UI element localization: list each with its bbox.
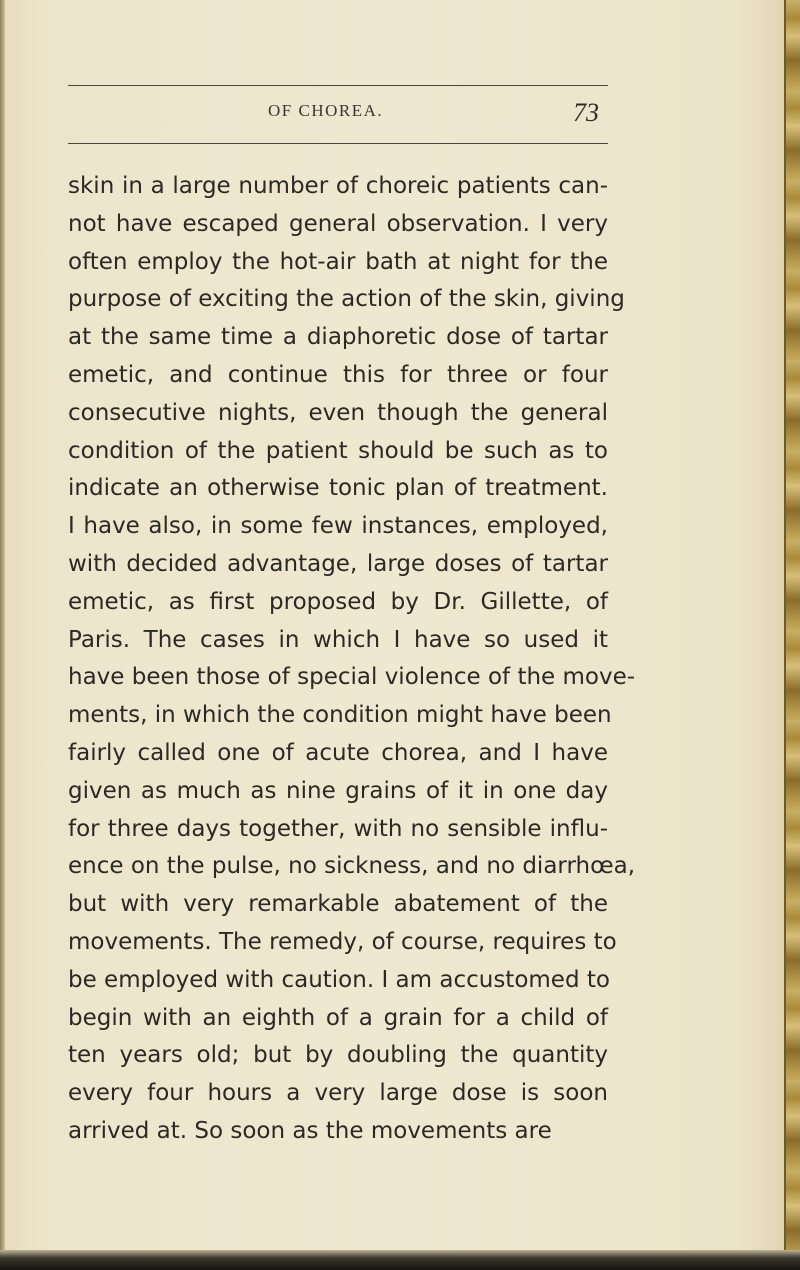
top-rule: [68, 85, 608, 86]
text-line: given as much as nine grains of it in one day: [68, 777, 608, 804]
text-line: often employ the hot-air bath at night for the: [68, 248, 608, 275]
text-line: ten years old; but by doubling the quantity: [68, 1042, 608, 1069]
text-line: every four hours a very large dose is soon: [68, 1080, 608, 1107]
body-text: [68, 168, 636, 1151]
page-left-edge: [0, 0, 5, 1270]
text-line: movements. The remedy, of course, requires to: [68, 928, 617, 955]
text-line: ments, in which the condition might have been: [68, 702, 612, 729]
text-line: with decided advantage, large doses of tartar: [68, 550, 608, 577]
text-line: skin in a large number of choreic patients can-: [68, 173, 608, 199]
text-line: consecutive nights, even though the general: [68, 399, 608, 426]
text-line: not have escaped general observation. I very: [68, 210, 608, 237]
text-line: begin with an eighth of a grain for a child of: [68, 1004, 608, 1031]
page-bottom-edge: [0, 1250, 800, 1270]
page-number: 73: [573, 98, 599, 127]
text-line: I have also, in some few instances, employed,: [68, 513, 608, 540]
text-line: arrived at. So soon as the movements are: [68, 1117, 552, 1144]
text-line: at the same time a diaphoretic dose of tartar: [68, 324, 608, 351]
text-line: but with very remarkable abatement of the: [68, 891, 608, 918]
text-line: fairly called one of acute chorea, and I have: [68, 739, 608, 766]
text-line: emetic, as first proposed by Dr. Gillette, of: [68, 588, 608, 615]
text-line: condition of the patient should be such as to: [68, 437, 608, 464]
text-line: for three days together, with no sensible influ-: [68, 815, 608, 842]
book-binding-edge: [784, 0, 800, 1270]
running-head: OF CHOREA.: [268, 101, 384, 120]
text-line: purpose of exciting the action of the skin, giving: [68, 286, 625, 313]
text-line: ence on the pulse, no sickness, and no diarrhœa,: [68, 853, 636, 880]
text-line: have been those of special violence of the move-: [68, 664, 636, 691]
text-line: be employed with caution. I am accustomed to: [68, 966, 610, 993]
text-line: Paris. The cases in which I have so used it: [68, 626, 608, 653]
header-rule: [68, 143, 608, 144]
text-line: indicate an otherwise tonic plan of treatment.: [68, 475, 608, 502]
text-line: emetic, and continue this for three or four: [68, 361, 608, 388]
